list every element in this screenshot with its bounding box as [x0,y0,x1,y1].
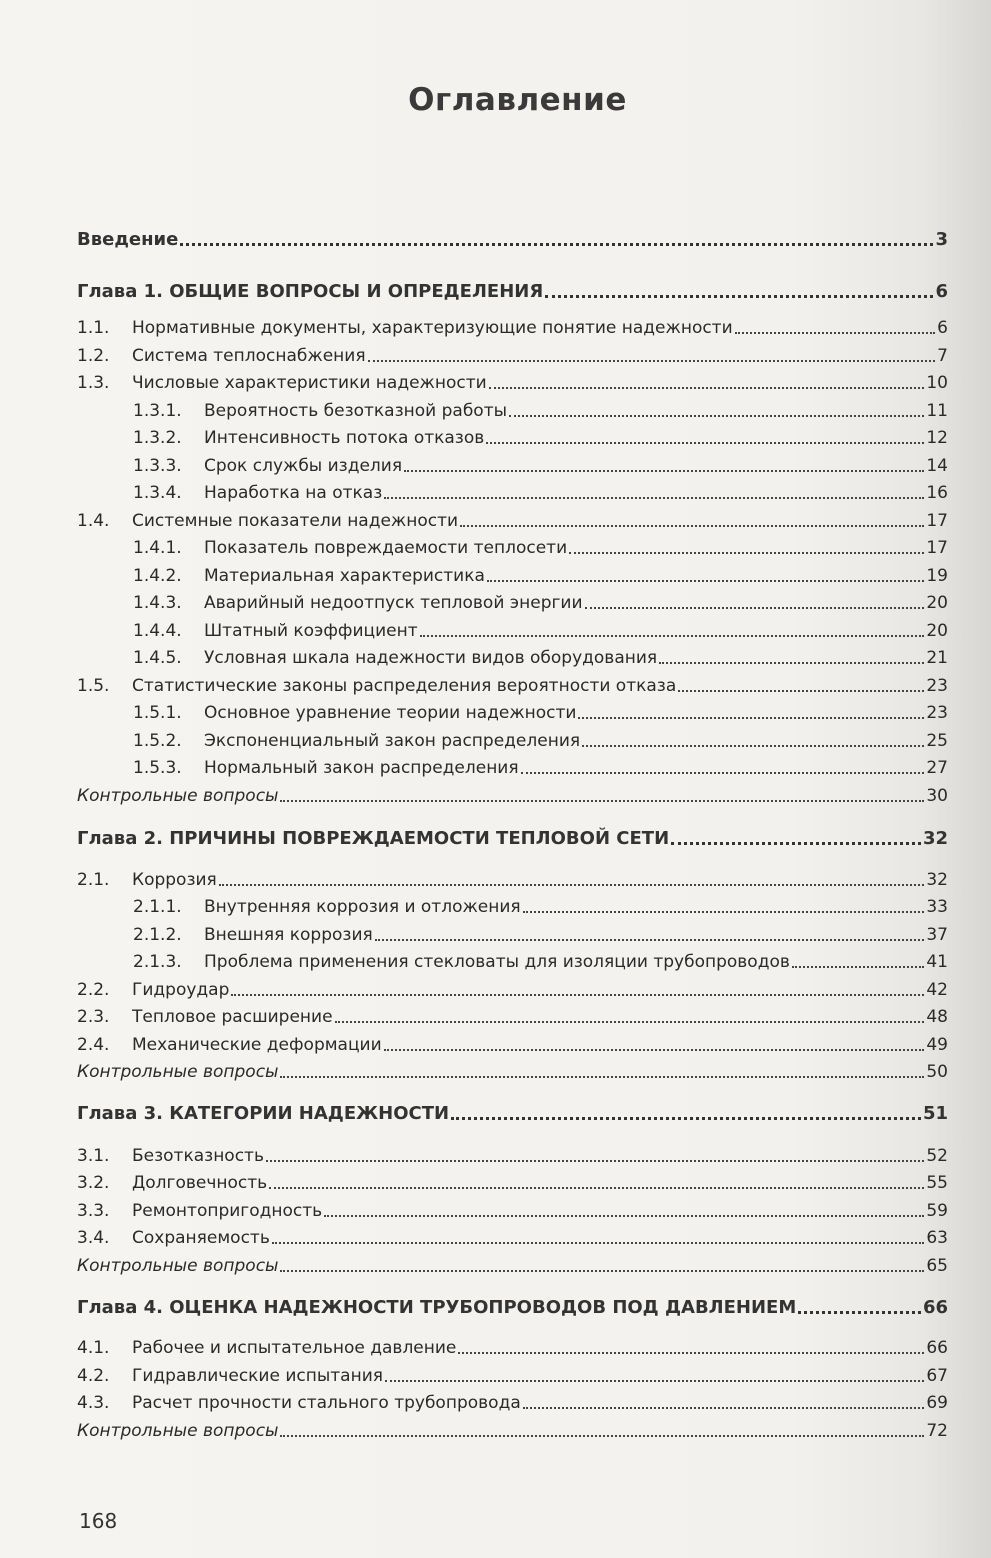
toc-entry-page: 11 [926,401,948,421]
toc-entry-page: 32 [922,828,948,849]
toc-entry-page: 67 [926,1366,948,1386]
toc-entry-page: 48 [926,1007,948,1027]
toc-entry [77,1222,948,1248]
dot-leader [458,1352,924,1354]
toc-entry [77,1140,948,1166]
toc-entry-title: Система теплоснабжения [132,346,366,366]
toc-entry-number: 1.4.2. [133,566,182,586]
dot-leader [404,470,924,472]
toc-entry-title: Ремонтопригодность [132,1201,323,1221]
toc-entry-title: Показатель повреждаемости теплосети [204,538,568,558]
toc-entry-number: 1.3.2. [133,428,182,448]
toc-entry [77,395,948,421]
toc-entry-page: 63 [926,1228,948,1248]
table-of-contents [77,0,948,1460]
toc-entry [77,725,948,751]
toc-entry [77,697,948,723]
toc-entry-page: 20 [926,621,948,641]
toc-entry-number: 4.2. [77,1366,110,1386]
dot-leader [420,635,925,637]
toc-chapter-entry [77,1098,948,1124]
page-title: Оглавление [408,82,627,118]
toc-entry [77,974,948,1000]
toc-entry-number: 1.5.2. [133,731,182,751]
dot-leader [335,1021,925,1023]
toc-entry [77,1001,948,1027]
toc-entry-page: 27 [926,758,948,778]
toc-entry-title: Механические деформации [132,1035,382,1055]
toc-entry-title: Долговечность [132,1173,268,1193]
dot-leader [486,442,924,444]
dot-leader [460,525,924,527]
toc-entry-title: Материальная характеристика [204,566,485,586]
toc-entry-title: Глава 3. КАТЕГОРИИ НАДЕЖНОСТИ [77,1103,450,1124]
dot-leader [569,552,924,554]
toc-entry-title: Рабочее и испытательное давление [132,1338,457,1358]
toc-entry [77,615,948,641]
toc-entry-page: 66 [926,1338,948,1358]
toc-entry-page: 6 [935,281,948,302]
toc-chapter-entry [77,224,948,250]
dot-leader [451,1117,921,1120]
dot-leader [368,360,936,362]
toc-entry-title: Безотказность [132,1146,264,1166]
dot-leader [375,939,925,941]
toc-entry-title: Расчет прочности стального трубопровода [132,1393,521,1413]
toc-entry [77,946,948,972]
toc-entry-number: 3.1. [77,1146,110,1166]
toc-entry-title: Контрольные вопросы [77,1062,279,1082]
dot-leader [280,1270,924,1272]
toc-entry-page: 12 [926,428,948,448]
toc-entry [77,532,948,558]
toc-entry-number: 1.2. [77,346,110,366]
toc-entry-title: Введение [77,229,179,250]
toc-entry-number: 1.3.1. [133,401,182,421]
toc-entry-number: 1.3. [77,373,110,393]
toc-entry-title: Глава 2. ПРИЧИНЫ ПОВРЕЖДАЕМОСТИ ТЕПЛОВОЙ СЕТИ [77,828,670,849]
toc-entry-page: 59 [926,1201,948,1221]
toc-questions-entry [77,1250,948,1276]
toc-entry-title: Тепловое расширение [132,1007,333,1027]
toc-entry [77,560,948,586]
dot-leader [385,1380,924,1382]
toc-entry-page: 23 [926,676,948,696]
toc-entry-page: 19 [926,566,948,586]
toc-entry-number: 1.4.3. [133,593,182,613]
toc-entry-title: Контрольные вопросы [77,1421,279,1441]
dot-leader [523,911,925,913]
toc-entry-number: 1.5.3. [133,758,182,778]
dot-leader [384,1049,925,1051]
toc-entry-page: 50 [926,1062,948,1082]
toc-entry-number: 3.2. [77,1173,110,1193]
page-number: 168 [79,1509,118,1533]
toc-entry [77,864,948,890]
toc-entry-number: 2.1.3. [133,952,182,972]
toc-entry [77,367,948,393]
toc-entry-title: Статистические законы распределения вероятности отказа [132,676,677,696]
toc-entry-page: 69 [926,1393,948,1413]
dot-leader [272,1242,925,1244]
toc-entry-title: Экспоненциальный закон распределения [204,731,581,751]
toc-entry-title: Проблема применения стекловаты для изоляции трубопроводов [204,952,790,972]
toc-entry-title: Глава 1. ОБЩИЕ ВОПРОСЫ И ОПРЕДЕЛЕНИЯ [77,281,544,302]
toc-entry [77,477,948,503]
dot-leader [671,842,921,845]
toc-entry-number: 1.4.4. [133,621,182,641]
toc-entry-page: 51 [922,1103,948,1124]
toc-entry [77,1029,948,1055]
toc-entry-number: 2.2. [77,980,110,1000]
toc-entry-title: Гидравлические испытания [132,1366,383,1386]
toc-entry-title: Сохраняемость [132,1228,270,1248]
toc-entry-title: Срок службы изделия [204,456,403,476]
toc-entry-title: Коррозия [132,870,217,890]
toc-entry [77,505,948,531]
toc-entry-page: 30 [926,786,948,806]
toc-entry-number: 1.4. [77,511,110,531]
toc-questions-entry [77,1056,948,1082]
dot-leader [489,387,925,389]
toc-entry [77,450,948,476]
dot-leader [578,717,924,719]
toc-entry-page: 10 [926,373,948,393]
toc-entry-title: Глава 4. ОЦЕНКА НАДЕЖНОСТИ ТРУБОПРОВОДОВ ПОД ДАВЛЕНИЕМ [77,1297,797,1318]
toc-entry [77,1332,948,1358]
toc-entry-title: Вероятность безотказной работы [204,401,508,421]
toc-entry-title: Нормативные документы, характеризующие понятие надежности [132,318,733,338]
toc-entry-title: Наработка на отказ [204,483,383,503]
toc-entry-title: Штатный коэффициент [204,621,418,641]
toc-entry-page: 16 [926,483,948,503]
toc-entry [77,422,948,448]
dot-leader [280,1435,924,1437]
toc-entry-page: 25 [926,731,948,751]
toc-entry-number: 1.3.3. [133,456,182,476]
toc-questions-entry [77,1415,948,1441]
toc-entry-title: Внешняя коррозия [204,925,373,945]
toc-entry-number: 1.1. [77,318,110,338]
toc-chapter-entry [77,276,948,302]
toc-entry-page: 49 [926,1035,948,1055]
toc-entry-number: 1.5.1. [133,703,182,723]
toc-entry-number: 1.4.1. [133,538,182,558]
toc-entry-title: Условная шкала надежности видов оборудования [204,648,658,668]
toc-entry [77,670,948,696]
toc-entry [77,1195,948,1221]
toc-chapter-entry [77,1292,948,1318]
toc-entry-page: 72 [926,1421,948,1441]
toc-entry-title: Контрольные вопросы [77,1256,279,1276]
toc-entry-number: 2.1.2. [133,925,182,945]
dot-leader [659,662,924,664]
toc-entry [77,1360,948,1386]
toc-entry-title: Системные показатели надежности [132,511,459,531]
toc-entry-page: 52 [926,1146,948,1166]
toc-entry [77,919,948,945]
toc-chapter-entry [77,823,948,849]
toc-entry-page: 17 [926,538,948,558]
toc-entry-number: 3.3. [77,1201,110,1221]
toc-entry-title: Интенсивность потока отказов [204,428,485,448]
dot-leader [678,690,924,692]
toc-entry-page: 55 [926,1173,948,1193]
dot-leader [509,415,924,417]
dot-leader [324,1215,924,1217]
dot-leader [521,772,925,774]
dot-leader [280,800,924,802]
toc-entry-page: 66 [922,1297,948,1318]
toc-entry [77,1167,948,1193]
dot-leader [585,607,925,609]
dot-leader [219,884,925,886]
toc-entry [77,891,948,917]
toc-entry-number: 2.1.1. [133,897,182,917]
dot-leader [384,497,924,499]
toc-entry-number: 2.1. [77,870,110,890]
toc-questions-entry [77,780,948,806]
dot-leader [582,745,924,747]
toc-entry [77,1387,948,1413]
toc-entry-title: Внутренняя коррозия и отложения [204,897,521,917]
toc-entry [77,312,948,338]
toc-entry-number: 3.4. [77,1228,110,1248]
toc-entry-title: Основное уравнение теории надежности [204,703,577,723]
toc-entry-page: 6 [937,318,948,338]
toc-entry-page: 3 [935,229,948,250]
toc-entry-title: Нормальный закон распределения [204,758,519,778]
dot-leader [735,332,936,334]
toc-entry-page: 14 [926,456,948,476]
toc-entry-page: 23 [926,703,948,723]
dot-leader [792,966,924,968]
dot-leader [180,243,933,246]
toc-entry-number: 1.5. [77,676,110,696]
toc-entry-number: 2.4. [77,1035,110,1055]
toc-entry-number: 4.3. [77,1393,110,1413]
toc-entry-page: 37 [926,925,948,945]
toc-entry-number: 1.3.4. [133,483,182,503]
dot-leader [280,1076,924,1078]
dot-leader [487,580,924,582]
toc-entry-page: 32 [926,870,948,890]
toc-entry-page: 17 [926,511,948,531]
toc-entry-title: Гидроудар [132,980,230,1000]
toc-entry [77,587,948,613]
toc-entry-number: 1.4.5. [133,648,182,668]
toc-entry-title: Контрольные вопросы [77,786,279,806]
toc-entry-page: 21 [926,648,948,668]
dot-leader [266,1160,924,1162]
toc-entry-page: 42 [926,980,948,1000]
toc-entry-title: Числовые характеристики надежности [132,373,487,393]
toc-entry-page: 7 [937,346,948,366]
toc-entry-number: 2.3. [77,1007,110,1027]
toc-entry-number: 4.1. [77,1338,110,1358]
toc-entry-page: 65 [926,1256,948,1276]
toc-entry [77,340,948,366]
toc-entry [77,642,948,668]
toc-entry-page: 20 [926,593,948,613]
dot-leader [523,1407,925,1409]
toc-entry-page: 33 [926,897,948,917]
dot-leader [269,1187,924,1189]
dot-leader [545,295,933,298]
toc-entry-page: 41 [926,952,948,972]
dot-leader [231,994,924,996]
toc-entry-title: Аварийный недоотпуск тепловой энергии [204,593,583,613]
dot-leader [798,1311,921,1314]
toc-entry [77,752,948,778]
